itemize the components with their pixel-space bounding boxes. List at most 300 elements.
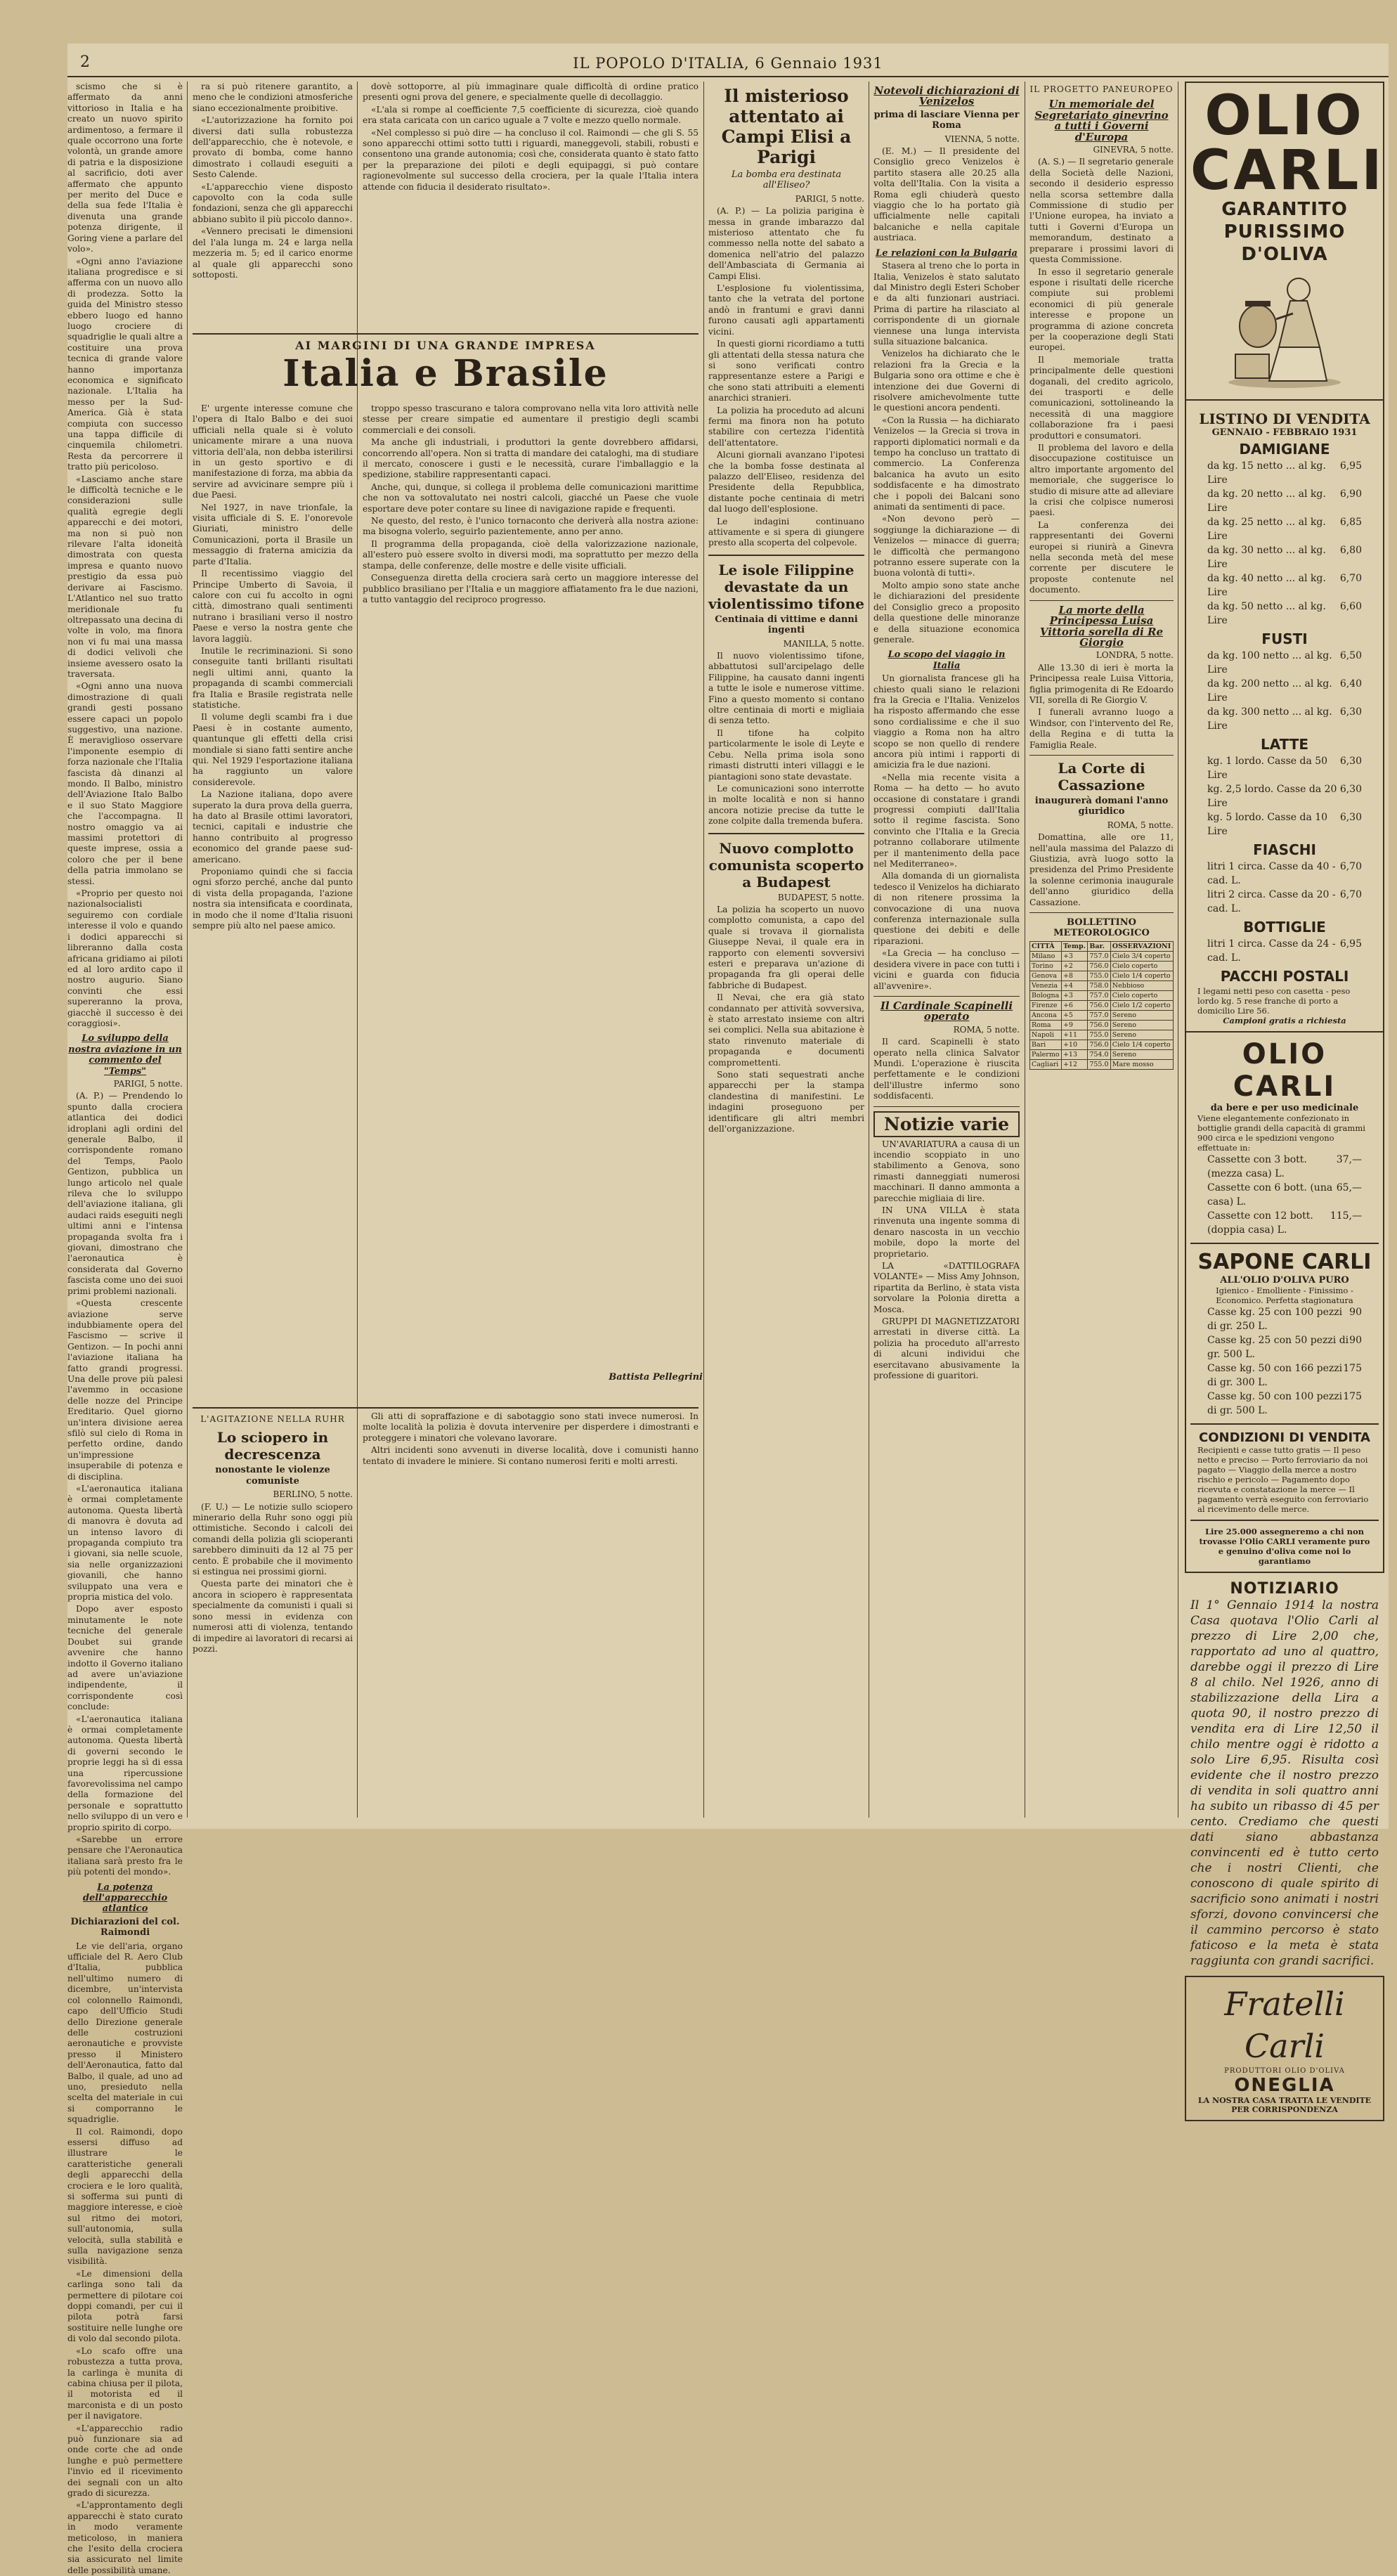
paragraph: LA «DATTILOGRAFA VOLANTE» — Miss Amy Johnson, ripartita da Berlino, è stata vista sorvolare la Polonia diretta a Mosca. xyxy=(873,1261,1020,1314)
weather-row xyxy=(1030,980,1174,990)
paragraph: (E. M.) — Il presidente del Consiglio greco Venizelos è partito stasera alle 20.25 alla volta dell'Italia. Con la visita a Roma egli chiuderà questo viaggio che lo ha portato già ufficialmente nelle capitali balcaniche e nella capitale austriaca. xyxy=(873,146,1020,243)
paragraph: Gli atti di sopraffazione e di sabotaggio sono stati invece numerosi. In molte località la polizia è dovuta intervenire per disperdere i dimostranti e proteggere i minatori che volevano lavorare. xyxy=(363,1411,698,1443)
paragraph: Il Nevai, che era già stato condannato per attività sovversiva, è stato arrestato insieme con altri sei complici. Nella sua abitazione è stato rinvenuto materiale di propaganda e documenti compromettenti. xyxy=(708,992,864,1068)
weather-cell: +9 xyxy=(1061,1020,1087,1030)
paragraph: scismo che si è affermato da anni vittorioso in Italia e ha creato un nuovo spirito ardimentoso, a fermare il quale occorrono una forte volontà, un grande amore di patria e la disposizione al sacrificio, doti aver affermato che appunto per merito del Duce e della sua fede l'Italia è divenuta una grande potenza dirigente, il Goring viene a parlare del volo». xyxy=(67,82,183,254)
weather-cell: Firenze xyxy=(1030,1000,1062,1010)
ad-sub: da bere e per uso medicinale xyxy=(1210,1103,1359,1113)
paragraph: Il memoriale tratta principalmente delle questioni doganali, del credito agricolo, dei trasporti e delle comunicazioni, sottolineando la necessità di una maggiore collaborazione fra i paesi produttori e consumatori. xyxy=(1029,354,1174,441)
masthead-title: IL POPOLO D'ITALIA, 6 Gennaio 1931 xyxy=(573,55,883,72)
dateline: ROMA, 5 notte. xyxy=(1107,820,1174,830)
column-5 xyxy=(873,82,1020,1818)
weather-cell: Cielo 1/4 coperto xyxy=(1110,971,1173,980)
price-row xyxy=(1190,1390,1379,1418)
price-label: litri 1 circa. Casse da 24 - cad. L. xyxy=(1207,938,1336,964)
weather-cell: Genova xyxy=(1030,971,1062,980)
price-label: litri 2 circa. Casse da 20 - cad. L. xyxy=(1207,889,1336,914)
dateline: ROMA, 5 notte. xyxy=(953,1024,1020,1035)
weather-cell: +12 xyxy=(1061,1059,1087,1069)
article-headline: Notizie varie xyxy=(873,1111,1020,1137)
paragraph: (A. P.) — La polizia parigina è messa in grande imbarazzo dal misterioso attentato che fu commesso nella notte del sabato a domenica nell'atrio del palazzo dell'Ambasciata di Germania ai Campi Elisi. xyxy=(708,206,864,281)
oneglia-label: ONEGLIA xyxy=(1234,2075,1335,2096)
ad-divider xyxy=(1190,1423,1379,1425)
column-2-top xyxy=(193,82,353,331)
weather-row xyxy=(1030,1059,1174,1069)
listino-title: LISTINO DI VENDITA xyxy=(1199,410,1370,427)
weather-cell: 757.0 xyxy=(1088,990,1110,1000)
price-value: 6,70 xyxy=(1339,573,1362,584)
price-label: Casse kg. 50 con 100 pezzi di gr. 500 L. xyxy=(1207,1391,1343,1416)
condizioni-text: Recipienti e casse tutto gratis — Il peso netto e preciso — Porto ferroviario da noi pagato — Viaggio della merce a nostro rischio e pericolo — Pagamento dopo ricevuta e constatazione la merce — Il pagamento verrà eseguito con ferroviario al ricevimento delle merce. xyxy=(1197,1445,1369,1514)
paragraph: UN'AVARIATURA a causa di un incendio scoppiato in uno stabilimento a Genova, sono rimasti danneggiati numerosi macchinari. Il danno ammonta a parecchie migliaia di lire. xyxy=(873,1139,1020,1203)
price-label: Casse kg. 25 con 100 pezzi di gr. 250 L. xyxy=(1207,1307,1343,1332)
weather-cell: Venezia xyxy=(1030,980,1062,990)
paragraph: Altri incidenti sono avvenuti in diverse località, dove i comunisti hanno tentato di invadere le miniere. Si contano numerosi feriti e molti arresti. xyxy=(363,1445,698,1466)
paragraph: Alle 13.30 di ieri è morta la Principessa reale Luisa Vittoria, figlia primogenita di Re Edoardo VII, sorella di Re Giorgio V. xyxy=(1029,662,1174,705)
column-rule xyxy=(703,82,704,1818)
paragraph: «L'autorizzazione ha fornito poi diversi dati sulla robustezza dell'apparecchio, che è notevole, e provato di bomba, come hanno dimostrato i collaudi eseguiti a Sesto Calende. xyxy=(193,115,353,180)
weather-cell: Napoli xyxy=(1030,1030,1062,1040)
article-headline: Notevoli dichiarazioni di Venizelos xyxy=(873,84,1020,108)
weather-cell: +13 xyxy=(1061,1049,1087,1059)
sapone-title: SAPONE CARLI xyxy=(1197,1250,1372,1274)
pacchi-note: I legami netti peso con casetta - peso lordo kg. 5 rese franche di porto a domicilio Lire 56. xyxy=(1197,986,1351,1016)
price-label: Cassette con 12 bott. (doppia casa) L. xyxy=(1207,1210,1313,1236)
article-headline: Il Cardinale Scapinelli operato xyxy=(880,999,1013,1023)
price-label: kg. 2,5 lordo. Casse da 20 Lire xyxy=(1207,784,1337,809)
column-3-top xyxy=(363,82,698,331)
price-row xyxy=(1190,571,1379,600)
price-list xyxy=(1190,1305,1379,1418)
price-value: 65,— xyxy=(1336,1182,1362,1193)
ad-footer: LA NOSTRA CASA TRATTA LE VENDITE PER CORRISPONDENZA xyxy=(1197,2096,1372,2114)
fratelli-carli-box xyxy=(1185,1976,1384,2121)
weather-row xyxy=(1030,1020,1174,1030)
ad-tagline: D'OLIVA xyxy=(1241,244,1328,265)
category-title: DAMIGIANE xyxy=(1239,441,1330,458)
category-title: BOTTIGLIE xyxy=(1243,919,1326,936)
price-value: 6,90 xyxy=(1339,488,1362,500)
column-6 xyxy=(1029,82,1174,1818)
olio-medicinale-box xyxy=(1185,1033,1384,1573)
price-row xyxy=(1190,937,1379,965)
price-row xyxy=(1190,600,1379,628)
weather-cell: Cielo 1/4 coperto xyxy=(1110,1040,1173,1049)
ad-brand-secondary: OLIO CARLI xyxy=(1233,1038,1337,1103)
weather-cell: Nebbioso xyxy=(1110,980,1173,990)
weather-cell: 755.0 xyxy=(1088,1030,1110,1040)
price-row xyxy=(1190,1153,1379,1181)
paragraph: «Lasciamo anche stare le difficoltà tecniche e le considerazioni sulle qualità egregie degli apparecchi e dei motori, ma non si può non rilevare l'alta idoneità dimostrata con questa impresa e quanto nuovo prestigio da essa può derivare ai Fascismo. L'Atlantico nel suo tratto meridionale fu oltrepassato una decina di volte in volo, ma finora non vi fu mai una massa di dodici velivoli che insieme avessero osato la traversata. xyxy=(67,474,183,679)
newspaper-page xyxy=(67,44,1389,2575)
article-subhead: Dichiarazioni del col. Raimondi xyxy=(70,1916,180,1939)
price-row xyxy=(1190,754,1379,782)
paragraph: «L'aeronautica italiana è ormai completamente autonoma. Questa libertà di governi secondo le proprie leggi ha sì di essa una ripercussione favorevolissima nel campo della formazione del personale e soprattutto nello sviluppo di un vero e proprio spirito di corpo. xyxy=(67,1714,183,1832)
article-headline: Un memoriale del Segretariato ginevrino a tutti i Governi d'Europa xyxy=(1034,98,1169,143)
feature-banner xyxy=(193,339,698,398)
price-row xyxy=(1190,487,1379,515)
article-subhead: La bomba era destinata all'Eliseo? xyxy=(731,169,842,191)
weather-cell: 757.0 xyxy=(1088,1010,1110,1020)
paragraph: «Sarebbe un errore pensare che l'Aeronautica italiana sarà presto fra le più potenti del mondo». xyxy=(67,1834,183,1877)
paragraph: Il volume degli scambi fra i due Paesi è in costante aumento, quantunque gli effetti della crisi mondiale si siano fatti sentire anche qui. Nel 1929 l'esportazione italiana ha raggiunto un valore considerevole. xyxy=(193,712,353,787)
price-value: 6,40 xyxy=(1339,678,1362,690)
weather-cell: 755.0 xyxy=(1088,1059,1110,1069)
price-row xyxy=(1190,677,1379,705)
weather-cell: 756.0 xyxy=(1088,1020,1110,1030)
ad-divider xyxy=(1190,1520,1379,1521)
paragraph: «Ogni anno l'aviazione italiana progredisce e si afferma con un nuovo allo di prodezza. Sotto la guida del Ministro stesso ebbero luogo ed hanno luogo crociere di squadriglie le quali altre a costituire una prova tecnica di grande valore hanno importanza economica e significato nazionale. L'Italia ha messo per la Sud-America. Già è stata compiuta con successo una tappa difficile di cinquemila chilometri. Resta da percorrere il tratto più pericoloso. xyxy=(67,256,183,472)
brasile-column-a xyxy=(193,403,353,1402)
weather-cell: +6 xyxy=(1061,1000,1087,1010)
page-number: 2 xyxy=(80,53,90,71)
campioni-note: Campioni gratis a richiesta xyxy=(1223,1016,1346,1025)
paragraph: I funerali avranno luogo a Windsor, con l'intervento del Re, della Regina e di tutta la Famiglia Reale. xyxy=(1029,707,1174,750)
weather-table xyxy=(1029,941,1174,1070)
dateline: VIENNA, 5 notte. xyxy=(944,134,1020,144)
price-value: 6,30 xyxy=(1339,812,1362,823)
fratelli-carli-logo: Fratelli Carli xyxy=(1224,1985,1345,2065)
paragraph: ra si può ritenere garantito, a meno che le condizioni atmosferiche siano eccezionalmente proibitive. xyxy=(193,82,353,113)
price-value: 6,95 xyxy=(1339,938,1362,950)
section-divider xyxy=(708,555,864,556)
paragraph: Inutile le recriminazioni. Si sono conseguite tanti brillanti risultati negli ultimi anni, quanto la propaganda di scambi commerciali fra Italia e Brasile registrata nelle statistiche. xyxy=(193,645,353,710)
article-headline: La Corte di Cassazione xyxy=(1058,759,1145,794)
paragraph: Il tifone ha colpito particolarmente le isole di Leyte e Cebu. Nella prima isola sono rimasti distrutti interi villaggi e le piantagioni sono state devastate. xyxy=(708,727,864,782)
price-value: 6,50 xyxy=(1339,650,1362,661)
paragraph: Questa parte dei minatori che è ancora in sciopero è rappresentata specialmente da comunisti i quali si sono messi in evidenza con numerosi atti di violenza, tentando di impedire ai lavoratori di recarsi ai pozzi. xyxy=(193,1579,353,1654)
paragraph: Il col. Raimondi, dopo essersi diffuso ad illustrare le caratteristiche generali degli apparecchi della crociera e le loro qualità, si sofferma sui punti di maggiore interesse, e cioè sul ritmo dei motori, sull'autonomia, sulla velocità, sulla stabilità e sulla navigazione senza visibilità. xyxy=(67,2126,183,2267)
weather-cell: Sereno xyxy=(1110,1049,1173,1059)
ad-divider xyxy=(1190,1243,1379,1244)
price-list xyxy=(1190,1153,1379,1237)
weather-row xyxy=(1030,1049,1174,1059)
weather-cell: 758.0 xyxy=(1088,980,1110,990)
paragraph: «L'ala si rompe al coefficiente 7,5 coefficiente di sicurezza, cioè quando era stata caricata con un carico uguale a 7 volte e mezzo quello normale. xyxy=(363,104,698,126)
category-title: PACCHI POSTALI xyxy=(1220,968,1349,985)
weather-header: Bar. xyxy=(1088,941,1110,951)
weather-cell: 756.0 xyxy=(1088,961,1110,971)
paragraph: «L'approntamento degli apparecchi è stato curato in modo veramente meticoloso, in maniera che l'esito della crociera sia assicurato nel limite delle possibilità umane. xyxy=(67,2500,183,2575)
paragraph: (A. S.) — Il segretario generale della Società delle Nazioni, secondo il desiderio espresso nella scorsa settembre dalla Commissione di studio per l'Unione europea, ha inviato a tutti i Governi d'Europa un memorandum, destinato a preparare i prossimi lavori di questa Commissione. xyxy=(1029,157,1174,265)
price-label: litri 1 circa. Casse da 40 - cad. L. xyxy=(1207,861,1336,886)
article-subhead: Lo scopo del viaggio in Italia xyxy=(888,649,1006,671)
price-value: 37,— xyxy=(1336,1154,1362,1165)
price-label: kg. 5 lordo. Casse da 10 Lire xyxy=(1207,812,1328,837)
paragraph: «Non devono però — soggiunge la dichiarazione — di Venizelos — minacce di guerra; le difficoltà che permangono potranno essere superate con la buona volontà di tutti». xyxy=(873,514,1020,578)
paragraph: Molto ampio sono state anche le dichiarazioni del presidente del Consiglio greco a proposito della questione delle minoranze e della situazione economica generale. xyxy=(873,580,1020,645)
notiziario-text: Il 1° Gennaio 1914 la nostra Casa quotava l'Olio Carli al prezzo di Lire 2,00 che, rapportato ad uno al quattro, darebbe oggi il prezzo di Lire 8 al chilo. Nel 1926, anno di stabilizzazione della Lira a quota 90, il nostro prezzo di vendita era di Lire 12,50 il chilo mentre oggi è ridotto a solo Lire 6,95. Risulta così evidente che il nostro prezzo di vendita in soli quattro anni ha subito un ribasso di 45 per cento. Crediamo che questi dati siano abbastanza convincenti ed è tutto certo che i nostri Clienti, che conoscono di quale spirito di sacrificio sono animati i nostri sforzi, dovono convincersi che il cammino percorso è stato faticoso e la meta è stata raggiunta con grandi sacrifici. xyxy=(1190,1598,1379,1968)
banner-kicker: AI MARGINI DI UNA GRANDE IMPRESA xyxy=(295,339,596,352)
weather-cell: +3 xyxy=(1061,990,1087,1000)
price-row xyxy=(1190,782,1379,810)
price-list xyxy=(1190,860,1379,916)
price-value: 6,80 xyxy=(1339,545,1362,556)
weather-row xyxy=(1030,1030,1174,1040)
article-headline: Le isole Filippine devastate da un violentissimo tifone xyxy=(708,561,864,612)
weather-cell: Milano xyxy=(1030,951,1062,961)
sapone-desc: Igienico - Emolliente - Finissimo - Economico. Perfetta stagionatura xyxy=(1216,1286,1353,1305)
price-label: Cassette con 3 bott. (mezza casa) L. xyxy=(1207,1154,1307,1179)
price-label: da kg. 15 netto ... al kg. Lire xyxy=(1207,460,1326,486)
paragraph: La Nazione italiana, dopo avere superato la dura prova della guerra, ha dato al Brasile ottimi lavoratori, tecnici, capitali e industrie che hanno contribuito al progresso economico del grande paese sud-americano. xyxy=(193,789,353,865)
garanzia-text: Lire 25.000 assegneremo a chi non trovasse l'Olio CARLI veramente puro e genuino d'oliva come noi lo garantiamo xyxy=(1199,1527,1370,1566)
column-1 xyxy=(67,82,183,2575)
price-label: da kg. 50 netto ... al kg. Lire xyxy=(1207,601,1326,626)
paragraph: Sono stati sequestrati anche apparecchi per la stampa clandestina di manifestini. Le indagini proseguono per identificare gli altri membri dell'organizzazione. xyxy=(708,1070,864,1134)
price-value: 175 xyxy=(1343,1363,1362,1374)
price-value: 6,60 xyxy=(1339,601,1362,612)
article-headline: La morte della Principessa Luisa Vittoria sorella di Re Giorgio xyxy=(1039,603,1164,649)
paragraph: La conferenza dei rappresentanti dei Governi europei si riunirà a Ginevra nella seconda metà del mese corrente per discutere le proposte contenute nel documento. xyxy=(1029,519,1174,595)
weather-header: Temp. xyxy=(1061,941,1087,951)
price-row xyxy=(1190,1209,1379,1237)
section-divider xyxy=(708,833,864,834)
paragraph: Un giornalista francese gli ha chiesto quali siano le relazioni fra la Grecia e l'Italia. Venizelos ha risposto affermando che esse sono cordialissime e che il suo viaggio a Roma non ha altro scopo se non quello di rendere ancora più intimi i rapporti di amicizia fra le due nazioni. xyxy=(873,673,1020,770)
weather-cell: 754.0 xyxy=(1088,1049,1110,1059)
weather-row xyxy=(1030,990,1174,1000)
price-row xyxy=(1190,888,1379,916)
price-row xyxy=(1190,1361,1379,1390)
weather-cell: +3 xyxy=(1061,951,1087,961)
paragraph: Le vie dell'aria, organo ufficiale del R. Aero Club d'Italia, pubblica nell'ultimo numero di dicembre, un'intervista col colonnello Raimondi, capo dell'Ufficio Studi dello Direzione generale delle costruzioni aeronautiche e provviste presso il Ministero dell'Aeronautica, fatto dal Balbo, il quale, ad uno ad uno, presieduto nella scelta del materiale in cui si comporranno le squadriglie. xyxy=(67,1941,183,2125)
weather-cell: Bari xyxy=(1030,1040,1062,1049)
woman-with-jug-illustration xyxy=(1214,270,1355,389)
paragraph: Nel 1927, in nave trionfale, la visita ufficiale di S. E. l'onorevole Giuriati, ministro delle Comunicazioni, porta il Brasile un messaggio di fraterna amicizia da parte d'Italia. xyxy=(193,502,353,567)
weather-cell: 756.0 xyxy=(1088,1000,1110,1010)
price-row xyxy=(1190,649,1379,677)
paragraph: Le indagini continuano attivamente e si spera di giungere presto alla scoperta del colpevole. xyxy=(708,516,864,548)
paragraph: Dopo aver esposto minutamente le note tecniche del generale Doubet sui grande avvenire che hanno indotto il Governo italiano ad avere un'aviazione indipendente, il corrispondente così conclude: xyxy=(67,1604,183,1712)
weather-row xyxy=(1030,951,1174,961)
weather-cell: Torino xyxy=(1030,961,1062,971)
weather-cell: Cielo coperto xyxy=(1110,990,1173,1000)
weather-cell: Sereno xyxy=(1110,1010,1173,1020)
price-row xyxy=(1190,1333,1379,1361)
weather-cell: Bologna xyxy=(1030,990,1062,1000)
weather-row xyxy=(1030,971,1174,980)
paragraph: Il card. Scapinelli è stato operato nella clinica Salvator Mundi. L'operazione è riuscita perfettamente e le condizioni dell'illustre infermo sono soddisfacenti. xyxy=(873,1037,1020,1101)
paragraph: «Nella mia recente visita a Roma — ha detto — ho avuto occasione di constatare i grandi progressi compiuti dall'Italia sotto il regime fascista. Sono convinto che l'Italia e la Grecia potranno collaborare utilmente per il mantenimento della pace nel Mediterraneo». xyxy=(873,772,1020,869)
dateline: BUDAPEST, 5 notte. xyxy=(777,892,864,902)
weather-cell: +8 xyxy=(1061,971,1087,980)
weather-row xyxy=(1030,1040,1174,1049)
paragraph: «L'apparecchio viene disposto capovolto con la coda sulle fondazioni, senza che gli apparecchi abbiano subìto il più piccolo danno». xyxy=(193,181,353,224)
section-divider xyxy=(1029,912,1174,913)
paragraph: troppo spesso trascurano e talora comprovano nella vita loro attività nelle stesse per creare simpatie ed aumentare il prestigio degli scambi commerciali e dei consoli. xyxy=(363,403,698,435)
article-subhead: prima di lasciare Vienna per Roma xyxy=(873,109,1020,131)
category-title: FUSTI xyxy=(1261,630,1308,647)
weather-header: CITTÀ xyxy=(1030,941,1062,951)
price-list xyxy=(1190,459,1379,628)
ruhr-article-continued xyxy=(363,1411,698,1818)
price-row xyxy=(1190,515,1379,543)
ad-tagline: GARANTITO xyxy=(1221,199,1348,220)
price-label: kg. 1 lordo. Casse da 50 Lire xyxy=(1207,756,1328,781)
dateline: BERLINO, 5 notte. xyxy=(273,1489,353,1500)
weather-cell: Mare mosso xyxy=(1110,1059,1173,1069)
dateline: PARIGI, 5 notte. xyxy=(113,1078,183,1089)
paragraph: Il problema del lavoro e della disoccupazione costituisce un altro importante argomento del memoriale, che suggerisce lo studio di misure atte ad alleviare la crisi che colpisce numerosi paesi. xyxy=(1029,443,1174,518)
price-list xyxy=(1190,754,1379,839)
paragraph: Proponiamo quindi che si faccia ogni sforzo perché, anche dal punto di vista della propaganda, l'azione nostra sia intensificata e coordinata, in modo che il nome d'Italia risuoni sempre più alto nel paese amico. xyxy=(193,867,353,931)
brasile-column-b xyxy=(363,403,698,1366)
price-row xyxy=(1190,860,1379,888)
price-label: da kg. 300 netto ... al kg. Lire xyxy=(1207,706,1332,732)
weather-title: BOLLETTINO METEOROLOGICO xyxy=(1053,917,1150,939)
dateline: LONDRA, 5 notte. xyxy=(1096,650,1174,661)
section-divider xyxy=(1029,755,1174,756)
paragraph: Domattina, alle ore 11, nell'aula massima del Palazzo di Giustizia, avrà luogo sotto la presidenza del Primo Presidente la solenne cerimonia inaugurale dell'anno giuridico della Cassazione. xyxy=(1029,832,1174,907)
condizioni-title: CONDIZIONI DI VENDITA xyxy=(1199,1430,1370,1445)
price-value: 90 xyxy=(1349,1307,1362,1318)
article-headline: La potenza dell'apparecchio atlantico xyxy=(82,1882,168,1915)
produttori-label: PRODUTTORI OLIO D'OLIVA xyxy=(1224,2067,1345,2075)
weather-cell: Cielo 3/4 coperto xyxy=(1110,951,1173,961)
price-label: Casse kg. 50 con 166 pezzi di gr. 300 L. xyxy=(1207,1363,1343,1388)
weather-header: OSSERVAZIONI xyxy=(1110,941,1173,951)
banner-title: Italia e Brasile xyxy=(282,352,609,395)
price-row xyxy=(1190,459,1379,487)
paragraph: (A. P.) — Prendendo lo spunto dalla crociera atlantica dei dodici idroplani agli ordini del generale Balbo, il corrispondente romano del Temps, Paolo Gentizon, pubblica un lungo articolo nel quale rileva che lo sviluppo dell'aviazione italiana, gli audaci raids eseguiti negli ultimi anni e l'intensa propaganda svolta fra i giovani, dimostrano che l'aeronautica è considerata dal Governo fascista come uno dei suoi primi problemi nazionali. xyxy=(67,1091,183,1296)
article-headline: Lo sciopero in decrescenza xyxy=(216,1429,329,1463)
price-value: 6,30 xyxy=(1339,784,1362,795)
ruhr-article xyxy=(193,1411,353,1818)
price-value: 6,70 xyxy=(1339,889,1362,900)
paragraph: «Nel complesso si può dire — ha concluso il col. Raimondi — che gli S. 55 sono apparecchi ottimi sotto tutti i riguardi, maneggevoli, stabili, robusti e consentono una grande autonomia; così che, considerata quanto è stato fatto per la preparazione dei piloti e degli equipaggi, si può contare ragionevolmente sul successo della crociera, per la quale l'Italia intera attende con fiducia il desiderato risultato». xyxy=(363,127,698,192)
paragraph: La polizia ha proceduto ad alcuni fermi ma finora non ha potuto stabilire con certezza l'identità dell'attentatore. xyxy=(708,405,864,448)
weather-cell: +2 xyxy=(1061,961,1087,971)
paragraph: Ma anche gli industriali, i produttori la gente dovrebbero affidarsi, concorrendo all'opera. Non si tratta di mandare dei cataloghi, ma di studiare il mercato, conoscere i gusti e le necessità, curare l'imballaggio e la spedizione, stabilire rappresentanti capaci. xyxy=(363,437,698,480)
article-subhead: Centinaia di vittime e danni ingenti xyxy=(715,614,858,636)
paragraph: Stasera al treno che lo porta in Italia, Venizelos è stato salutato dal Ministro degli Esteri Schober e da alti funzionari austriaci. Prima di partire ha rilasciato al corrispondente di un giornale viennese una lunga intervista sulla situazione balcanica. xyxy=(873,261,1020,347)
price-list xyxy=(1190,649,1379,733)
paragraph: La polizia ha scoperto un nuovo complotto comunista, a capo del quale si trovava il giornalista Giuseppe Nevai, il quale era in rapporto con elementi sovversivi esteri e preparava un'azione di propaganda fra gli operai delle fabbriche di Budapest. xyxy=(708,904,864,990)
paragraph: «Lo scafo offre una robustezza a tutta prova, la carlinga è munita di cabina chiusa per il pilota, il motorista ed il marconista e di un posto per il navigatore. xyxy=(67,2345,183,2421)
weather-row xyxy=(1030,1010,1174,1020)
article-subhead: Le relazioni con la Bulgaria xyxy=(876,247,1018,259)
section-divider xyxy=(873,996,1020,997)
article-headline: Il misterioso attentato ai Campi Elisi a Parigi xyxy=(721,86,852,167)
paragraph: Anche, qui, dunque, si collega il problema delle comunicazioni marittime che non va sottovalutato nei nostri calcoli, giacché un Paese che vuole esportare deve poter contare su linee di navigazione rapide e frequenti. xyxy=(363,481,698,514)
olio-carli-advertisement xyxy=(1181,82,1389,2114)
paragraph: «Questa crescente aviazione serve indubbiamente opera del Fascismo — scrive il Gentizon. — In pochi anni l'aviazione italiana ha fatto grandi progressi. Una delle prove più palesi l'avemmo in occasione delle nozze del Principe Ereditario. Quel giorno un'intera divisione aerea sfilò sul cielo di Roma in perfetto ordine, dando un'impressione insuperabile di potenza e di disciplina. xyxy=(67,1298,183,1482)
article-subhead: nonostante le violenze comuniste xyxy=(215,1465,330,1487)
paragraph: dovè sottoporre, al più immaginare quale difficoltà di ordine pratico presenti ogni prova del genere, e specialmente quelle di decollaggio. xyxy=(363,82,698,103)
price-label: da kg. 30 netto ... al kg. Lire xyxy=(1207,545,1326,570)
article-kicker: L'AGITAZIONE NELLA RUHR xyxy=(200,1414,345,1424)
price-value: 115,— xyxy=(1330,1210,1362,1222)
price-row xyxy=(1190,810,1379,839)
weather-cell: 756.0 xyxy=(1088,1040,1110,1049)
paragraph: E' urgente interesse comune che l'opera di Italo Balbo e dei suoi ufficiali nella quale si è voluto unicamente mirare a una nuova vittoria dell'ala, non debba isterilirsi in un gesto sportivo e di manifestazione di forza, ma abbia da servire ad avvicinare sempre più i due Paesi. xyxy=(193,403,353,500)
weather-cell: Roma xyxy=(1030,1020,1062,1030)
weather-cell: Cielo coperto xyxy=(1110,961,1173,971)
weather-cell: +5 xyxy=(1061,1010,1087,1020)
paragraph: Il programma della propaganda, cioè della valorizzazione nazionale, all'estero può essere svolto in diversi modi, ma soprattutto per mezzo della stampa, delle conferenze, delle mostre e delle visite ufficiali. xyxy=(363,538,698,571)
article-headline: Nuovo complotto comunista scoperto a Budapest xyxy=(708,839,864,891)
listino-period: GENNAIO - FEBBRAIO 1931 xyxy=(1211,427,1358,438)
section-divider xyxy=(1029,600,1174,601)
weather-cell: +4 xyxy=(1061,980,1087,990)
weather-row xyxy=(1030,1000,1174,1010)
category-title: FIASCHI xyxy=(1253,841,1316,858)
price-label: da kg. 100 netto ... al kg. Lire xyxy=(1207,650,1332,675)
paragraph: Ne questo, del resto, è l'unico tornaconto che deriverà alla nostra azione: ma bisogna volerlo, seguirlo pazientemente, anno per anno. xyxy=(363,516,698,537)
ad-brand: CARLI xyxy=(1190,139,1385,202)
paragraph: Venizelos ha dichiarato che le relazioni fra la Grecia e la Bulgaria sono ora ottime e che è intenzione dei due Governi di risolvere amichevolmente tutte le questioni ancora pendenti. xyxy=(873,349,1020,413)
price-label: da kg. 20 netto ... al kg. Lire xyxy=(1207,488,1326,514)
price-value: 90 xyxy=(1349,1335,1362,1346)
price-list xyxy=(1190,937,1379,965)
section-divider xyxy=(873,1106,1020,1107)
weather-header-row xyxy=(1030,941,1174,951)
weather-cell: 757.0 xyxy=(1088,951,1110,961)
paragraph: Alcuni giornali avanzano l'ipotesi che la bomba fosse destinata al palazzo dell'Eliseo, residenza del Presidente della Repubblica, distante poche centinaia di metri dal luogo dell'esplosione. xyxy=(708,450,864,514)
weather-cell: Ancona xyxy=(1030,1010,1062,1020)
paragraph: IN UNA VILLA è stata rinvenuta una ingente somma di denaro nascosta in un vecchio mobile, dopo la morte del proprietario. xyxy=(873,1205,1020,1259)
weather-cell: +10 xyxy=(1061,1040,1087,1049)
weather-cell: Cielo 1/2 coperto xyxy=(1110,1000,1173,1010)
paragraph: GRUPPI DI MAGNETIZZATORI arrestati in diverse città. La polizia ha proceduto all'arresto di alcuni individui che esercitavano abusivamente la professione di guaritori. xyxy=(873,1316,1020,1381)
weather-cell: Sereno xyxy=(1110,1020,1173,1030)
paragraph: «Vennero precisati le dimensioni del l'ala lunga m. 24 e larga nella mezzeria m. 5; ed il carico enorme al quale gli apparecchi sono sottoposti. xyxy=(193,226,353,280)
article-signature: Battista Pellegrini xyxy=(609,1372,703,1383)
dateline: MANILLA, 5 notte. xyxy=(783,638,864,649)
notiziario-title: NOTIZIARIO xyxy=(1230,1580,1339,1598)
ad-tagline: PURISSIMO xyxy=(1223,221,1346,242)
section-divider xyxy=(193,333,698,335)
paragraph: In questi giorni ricordiamo a tutti gli attentati della stessa natura che si sono verificati contro rappresentanze estere a Parigi e che sono stati attribuiti a elementi anarchici stranieri. xyxy=(708,339,864,403)
price-row xyxy=(1190,1181,1379,1209)
paragraph: Il nuovo violentissimo tifone, abbattutosi sull'arcipelago delle Filippine, ha causato danni ingenti a tutte le isole e numerose vittime. Fino a questo momento si contano oltre centinaia di morti e migliaia di senza tetto. xyxy=(708,651,864,726)
section-divider xyxy=(193,1407,698,1409)
dateline: PARIGI, 5 notte. xyxy=(795,193,864,204)
article-kicker: IL PROGETTO PANEUROPEO xyxy=(1029,84,1174,94)
price-row xyxy=(1190,543,1379,571)
price-value: 6,30 xyxy=(1339,706,1362,718)
price-value: 175 xyxy=(1343,1391,1362,1402)
paragraph: Conseguenza diretta della crociera sarà certo un maggiore interesse del pubblico brasiliano per l'Italia e un maggiore affiatamento fra le due nazioni, a tutto vantaggio del reciproco progresso. xyxy=(363,573,698,604)
article-headline: Lo sviluppo della nostra aviazione in un commento del "Temps" xyxy=(68,1033,182,1077)
ad-text: Viene elegantemente confezionato in bottiglie grandi della capacità di grammi 900 circa e le spedizioni vengono effettuate in: xyxy=(1197,1113,1365,1153)
price-value: 6,30 xyxy=(1339,756,1362,767)
paragraph: Le comunicazioni sono interrotte in molte località e non si hanno ancora notizie precise da tutte le zone colpite dalla tremenda bufera. xyxy=(708,783,864,827)
price-value: 6,70 xyxy=(1339,861,1362,872)
price-label: Cassette con 6 bott. (una casa) L. xyxy=(1207,1182,1333,1208)
price-row xyxy=(1190,705,1379,733)
paragraph: Il recentissimo viaggio del Principe Umberto di Savoia, il calore con cui fu accolto in ogni città, dimostrano quali sentimenti nutrano i brasiliani verso il nostro Paese e verso la nostra gente che lavora laggiù. xyxy=(193,569,353,644)
price-row xyxy=(1190,1305,1379,1333)
weather-cell: Palermo xyxy=(1030,1049,1062,1059)
column-rule xyxy=(187,82,188,1818)
paragraph: «Proprio per questo noi nazionalsocialisti seguiremo con cordiale interesse il volo e quando i dodici apparecchi si libreranno dalla costa africana gridiamo ai piloti ed al loro ardito capo il nostro augurio. Siano convinti che essi supereranno la prova, giacchè il successo è dei coraggiosi». xyxy=(67,888,183,1028)
price-label: da kg. 40 netto ... al kg. Lire xyxy=(1207,573,1326,598)
dateline: GINEVRA, 5 notte. xyxy=(1093,145,1174,155)
price-value: 6,85 xyxy=(1339,517,1362,528)
sapone-sub: ALL'OLIO D'OLIVA PURO xyxy=(1220,1275,1349,1286)
paragraph: In esso il segretario generale espone i risultati delle ricerche compiute sui problemi economici di più generale interesse e propone un programma di azione concreta per la cooperazione degli Stati europei. xyxy=(1029,266,1174,353)
price-label: da kg. 200 netto ... al kg. Lire xyxy=(1207,678,1332,704)
paragraph: «La Grecia — ha concluso — desidera vivere in pace con tutti i vicini e guarda con fiducia all'avvenire». xyxy=(873,948,1020,991)
price-label: da kg. 25 netto ... al kg. Lire xyxy=(1207,517,1326,542)
paragraph: «Le dimensioni della carlinga sono tali da permettere di pilotare coi doppi comandi, per cui il pilota potrà farsi sostituire nelle lunghe ore di volo dal secondo pilota. xyxy=(67,2268,183,2344)
paragraph: L'esplosione fu violentissima, tanto che la vetrata del portone andò in frantumi e gravi danni furono causati agli appartamenti vicini. xyxy=(708,283,864,337)
category-title: LATTE xyxy=(1260,736,1309,753)
price-value: 6,95 xyxy=(1339,460,1362,472)
weather-cell: 755.0 xyxy=(1088,971,1110,980)
price-label: Casse kg. 25 con 50 pezzi di gr. 500 L. xyxy=(1207,1335,1349,1360)
